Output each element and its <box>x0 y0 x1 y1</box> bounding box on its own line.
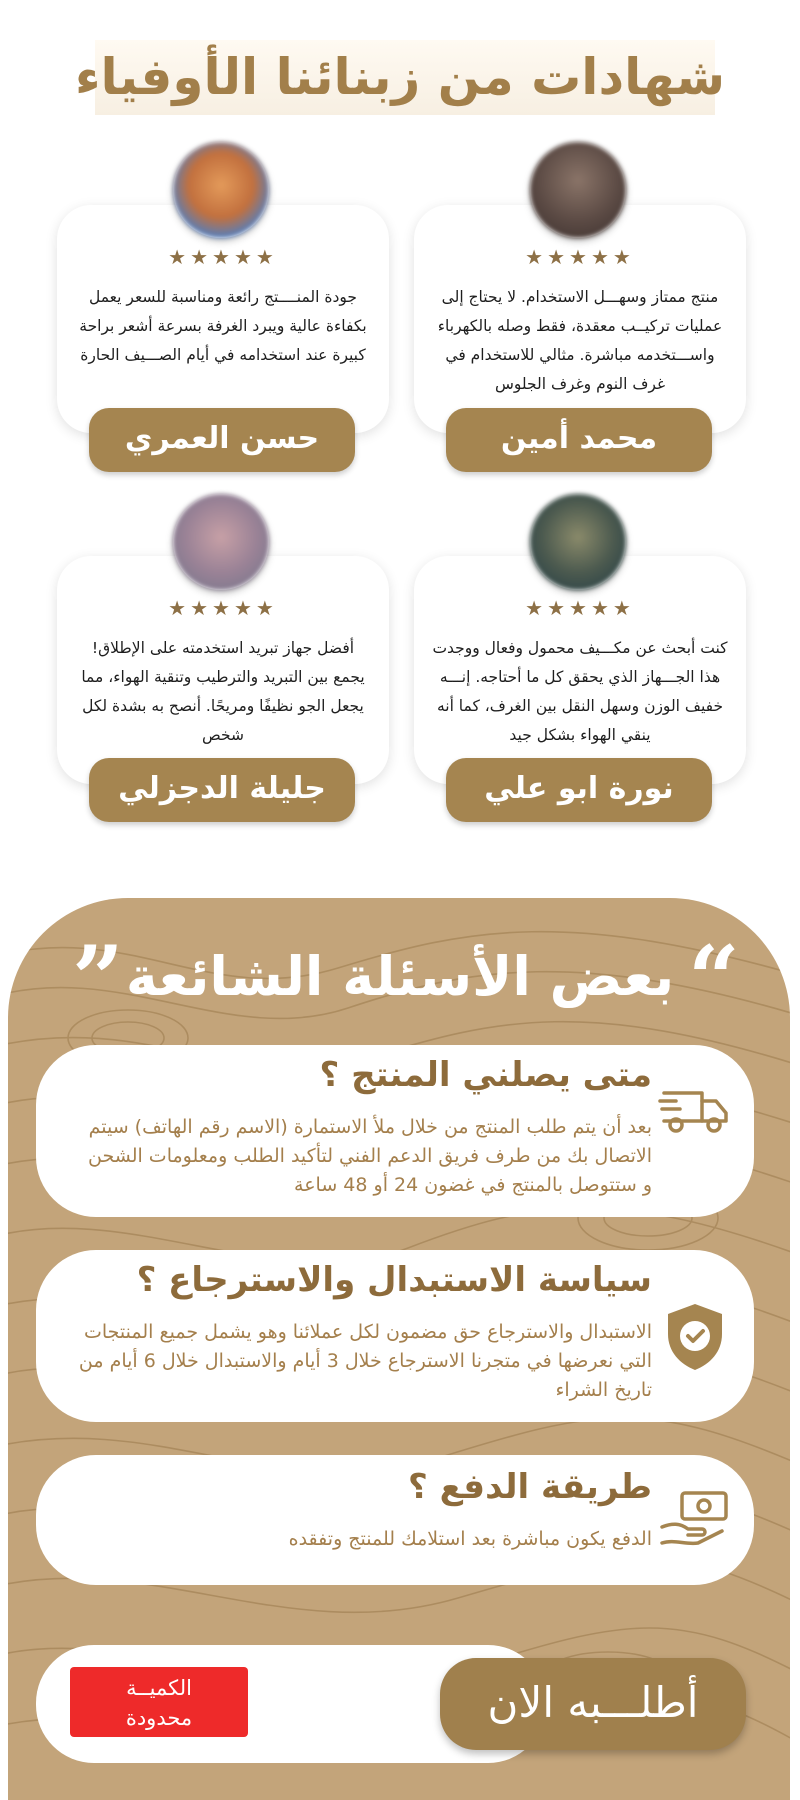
limited-label-line1: الكميــة <box>126 1676 192 1700</box>
testimonial-text: جودة المنــــتج رائعة ومناسبة للسعر يعمل بكفاءة عالية ويبرد الغرفة بسرعة أشعر براحة كبيرة عند استخدامه في أيام الصـــيف الحارة <box>79 288 367 364</box>
rating-stars: ★★★★★ <box>525 245 635 269</box>
customer-name: حسن العمري <box>89 408 355 472</box>
order-now-button[interactable]: أطلـــبه الان <box>440 1658 746 1750</box>
faq-item[interactable] <box>36 1045 754 1217</box>
limited-quantity-badge <box>70 1667 248 1737</box>
testimonial-card <box>414 556 746 784</box>
faq-title: بعض الأسئلة الشائعة <box>125 945 675 1008</box>
close-quote-mark: ” <box>72 926 124 1032</box>
faq-question: متى يصلني المنتج ؟ <box>319 1055 652 1095</box>
testimonial-card <box>57 556 389 784</box>
avatar <box>173 142 269 238</box>
avatar <box>530 494 626 590</box>
page-title: شهادات من زبنائنا الأوفياء <box>74 48 726 106</box>
faq-answer: بعد أن يتم طلب المنتج من خلال ملأ الاستمارة (الاسم رقم الهاتف) سيتم الاتصال بك من طرف فريق الدعم الفني لتأكيد الطلب ومعلومات الشحن و ستتوصل بالمنتج في غضون 24 أو 48 ساعة <box>88 1116 652 1196</box>
faq-item[interactable] <box>36 1455 754 1585</box>
faq-answer: الاستبدال والاسترجاع حق مضمون لكل عملائنا وهو يشمل جميع المنتجات التي نعرضها في متجرنا الاسترجاع خلال 3 أيام والاستبدال خلال 6 أيام من تاريخ الشراء <box>78 1321 652 1401</box>
customer-name: محمد أمين <box>446 408 712 472</box>
customer-name: جليلة الدجزلي <box>89 758 355 822</box>
rating-stars: ★★★★★ <box>168 245 278 269</box>
faq-question: سياسة الاستبدال والاسترجاع ؟ <box>136 1260 652 1300</box>
faq-answer: الدفع يكون مباشرة بعد استلامك للمنتج وتفقده <box>288 1528 652 1550</box>
testimonial-card <box>414 205 746 433</box>
avatar <box>530 142 626 238</box>
testimonial-text: منتج ممتاز وسهـــل الاستخدام. لا يحتاج إلى عمليات تركيــب معقدة، فقط وصله بالكهرباء واســـتخدمه مباشرة. مثالي للاستخدام في غرف النوم وغرف الجلوس <box>437 288 723 393</box>
shield-check-icon <box>658 1300 732 1374</box>
customer-name: نورة ابو علي <box>446 758 712 822</box>
testimonial-text: كنت أبحث عن مكـــيف محمول وفعال ووجدت هذا الجـــهاز الذي يحقق كل ما أحتاجه. إنـــه خفيف الوزن وسهل النقل بين الغرف، كما أنه ينقي الهواء بشكل جيد <box>432 639 728 744</box>
testimonial-text: أفضل جهاز تبريد استخدمته على الإطلاق! يجمع بين التبريد والترطيب وتنقية الهواء، مما يجعل الجو نظيفًا ومريحًا. أنصح به بشدة لكل شخص <box>81 639 365 744</box>
rating-stars: ★★★★★ <box>525 596 635 620</box>
testimonial-card <box>57 205 389 433</box>
faq-question: طريقة الدفع ؟ <box>408 1467 652 1507</box>
open-quote-mark: “ <box>688 926 740 1032</box>
faq-item[interactable] <box>36 1250 754 1422</box>
delivery-truck-icon <box>658 1071 732 1145</box>
rating-stars: ★★★★★ <box>168 596 278 620</box>
cash-payment-icon <box>658 1483 732 1557</box>
avatar <box>173 494 269 590</box>
limited-label-line2: محدودة <box>125 1706 193 1730</box>
